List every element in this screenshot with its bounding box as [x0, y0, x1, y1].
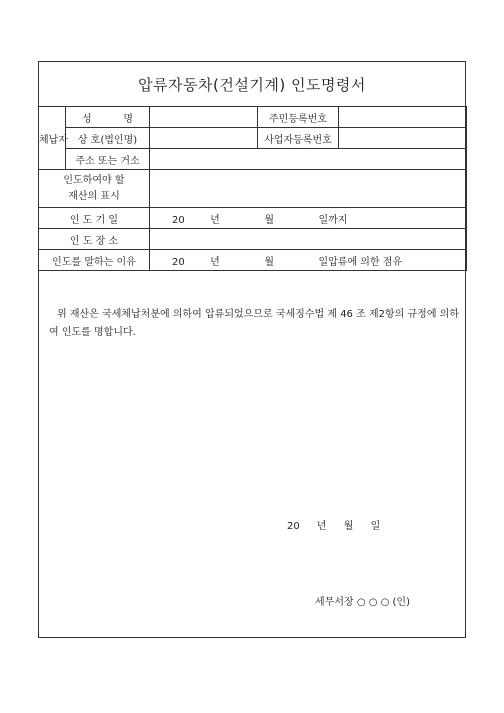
business-no-label: 사업자등록번호: [258, 128, 339, 149]
taxpayer-label: 체납자: [39, 107, 66, 170]
order-statement: 위 재산은 국세체납처분에 의하여 압류되었으므로 국세징수법 제 46 조 제2항의 규정에 의하여 인도를 명합니다.: [49, 309, 459, 338]
deadline-label: 인 도 기 일: [39, 208, 150, 229]
property-field[interactable]: [150, 170, 467, 208]
trade-name-label: 상 호(법인명): [66, 128, 150, 149]
trade-name-field[interactable]: [150, 128, 258, 149]
table-row: [39, 229, 467, 250]
form-table: [38, 106, 467, 271]
reason-field[interactable]: 20 년 월 일압류에 의한 점유: [150, 250, 467, 271]
deadline-field[interactable]: 20 년 월 일까지: [150, 208, 467, 229]
issue-date-line: 20 년 월 일: [287, 521, 381, 532]
resident-no-label: 주민등록번호: [258, 107, 339, 128]
name-label: 성 명: [66, 107, 150, 128]
property-label: 인도하여야 할 재산의 표시: [39, 170, 150, 208]
reason-label: 인도를 말하는 이유: [39, 250, 150, 271]
address-label: 주소 또는 거소: [66, 149, 150, 170]
table-row: [39, 107, 467, 128]
business-no-field[interactable]: [339, 128, 467, 149]
name-field[interactable]: [150, 107, 258, 128]
address-field[interactable]: [150, 149, 467, 170]
place-field[interactable]: [150, 229, 467, 250]
table-row: [39, 170, 467, 208]
table-row: [39, 128, 467, 149]
document-title: 압류자동차(건설기계) 인도명령서: [138, 76, 366, 94]
place-label: 인 도 장 소: [39, 229, 150, 250]
resident-no-field[interactable]: [339, 107, 467, 128]
table-row: [39, 149, 467, 170]
table-row: [39, 250, 467, 271]
form-frame: [38, 61, 466, 638]
signature-line: 세무서장 ○ ○ ○ (인): [315, 597, 410, 608]
table-row: [39, 208, 467, 229]
